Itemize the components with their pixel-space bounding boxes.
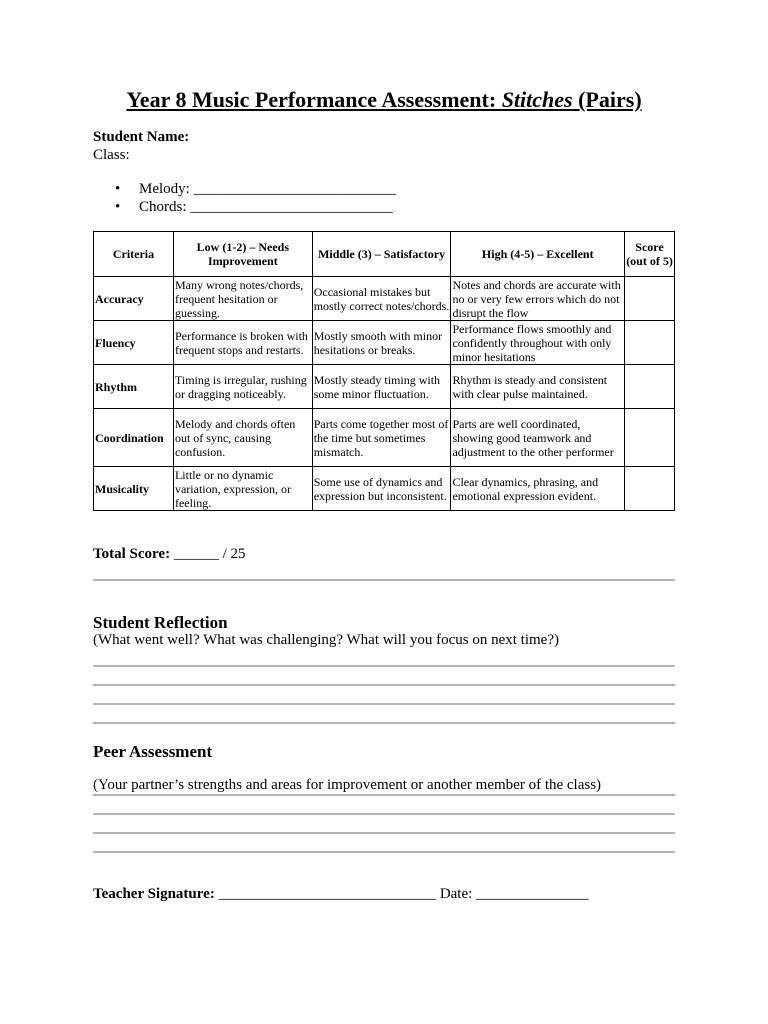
melody-line: • Melody: ___________________________	[93, 180, 396, 198]
reflection-prompt: (What went well? What was challenging? What will you focus on next time?)	[93, 632, 559, 648]
rubric-header-row	[94, 232, 675, 277]
high-cell: Parts are well coordinated, showing good teamwork and adjustment to the other performer	[451, 409, 625, 467]
header-low: Low (1-2) – Needs Improvement	[173, 232, 312, 277]
header-criteria: Criteria	[94, 232, 174, 277]
teacher-signature-label: Teacher Signature:	[93, 886, 215, 902]
peer-writing-line[interactable]	[93, 851, 675, 853]
title-italic: Stitches	[501, 87, 573, 112]
score-cell[interactable]	[625, 321, 675, 365]
total-score-label: Total Score:	[93, 546, 171, 562]
peer-prompt: (Your partner’s strengths and areas for improvement or another member of the class)	[93, 777, 602, 793]
table-row	[94, 365, 675, 409]
total-score-value[interactable]: ______ / 25	[170, 546, 246, 562]
peer-writing-line[interactable]	[93, 794, 675, 796]
reflection-writing-line[interactable]	[93, 722, 675, 724]
criteria-cell: Coordination	[94, 409, 174, 467]
reflection-writing-line[interactable]	[93, 665, 675, 667]
peer-heading: Peer Assessment	[93, 742, 213, 761]
criteria-cell: Fluency	[94, 321, 174, 365]
page-title	[0, 86, 768, 114]
title-suffix: (Pairs)	[572, 87, 642, 112]
low-cell: Little or no dynamic variation, expression, or feeling.	[173, 467, 312, 511]
total-score	[93, 546, 246, 563]
part-list	[93, 180, 396, 216]
chords-line: • Chords: ___________________________	[93, 198, 396, 216]
low-cell: Melody and chords often out of sync, causing confusion.	[173, 409, 312, 467]
title-main: Year 8 Music Performance Assessment:	[126, 87, 502, 112]
date-label: Date:	[439, 886, 477, 902]
middle-cell: Parts come together most of the time but sometimes mismatch.	[312, 409, 451, 467]
criteria-cell: Accuracy	[94, 277, 174, 321]
reflection-heading: Student Reflection	[93, 613, 228, 632]
teacher-signature-field[interactable]: _____________________________	[214, 886, 440, 902]
signature-line	[93, 886, 589, 903]
middle-cell: Occasional mistakes but mostly correct notes/chords.	[312, 277, 451, 321]
low-cell: Many wrong notes/chords, frequent hesitation or guessing.	[173, 277, 312, 321]
high-cell: Performance flows smoothly and confidently throughout with only minor hesitations	[451, 321, 625, 365]
table-row	[94, 277, 675, 321]
peer-writing-line[interactable]	[93, 813, 675, 815]
low-cell: Timing is irregular, rushing or dragging noticeably.	[173, 365, 312, 409]
peer-writing-line[interactable]	[93, 832, 675, 834]
score-cell[interactable]	[625, 365, 675, 409]
table-row	[94, 409, 675, 467]
header-middle: Middle (3) – Satisfactory	[312, 232, 451, 277]
high-cell: Notes and chords are accurate with no or very few errors which do not disrupt the flow	[451, 277, 625, 321]
high-cell: Rhythm is steady and consistent with clear pulse maintained.	[451, 365, 625, 409]
reflection-writing-line[interactable]	[93, 684, 675, 686]
table-row	[94, 321, 675, 365]
middle-cell: Mostly smooth with minor hesitations or breaks.	[312, 321, 451, 365]
low-cell: Performance is broken with frequent stops and restarts.	[173, 321, 312, 365]
divider	[93, 579, 675, 581]
criteria-cell: Musicality	[94, 467, 174, 511]
date-field[interactable]: _______________	[476, 886, 589, 902]
middle-cell: Mostly steady timing with some minor fluctuation.	[312, 365, 451, 409]
header-high: High (4-5) – Excellent	[451, 232, 625, 277]
table-row	[94, 467, 675, 511]
reflection-writing-line[interactable]	[93, 703, 675, 705]
rubric-table	[93, 231, 675, 511]
class-label: Class:	[93, 147, 130, 163]
middle-cell: Some use of dynamics and expression but inconsistent.	[312, 467, 451, 511]
high-cell: Clear dynamics, phrasing, and emotional expression evident.	[451, 467, 625, 511]
student-name-label: Student Name:	[93, 129, 190, 145]
score-cell[interactable]	[625, 277, 675, 321]
header-score: Score (out of 5)	[625, 232, 675, 277]
score-cell[interactable]	[625, 467, 675, 511]
score-cell[interactable]	[625, 409, 675, 467]
criteria-cell: Rhythm	[94, 365, 174, 409]
